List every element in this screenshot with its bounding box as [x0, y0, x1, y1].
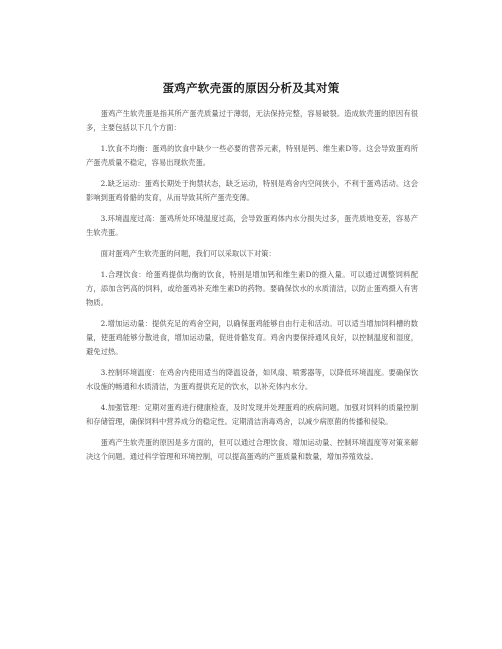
cause-item-1: 1.饮食不均衡：蛋鸡的饮食中缺少一些必要的营养元素，特别是钙、维生素D等。这会导致蛋鸡所产蛋壳质量不稳定，容易出现软壳蛋。: [86, 144, 418, 167]
intro-paragraph: 蛋鸡产生软壳蛋是指其所产蛋壳质量过于薄弱，无法保持完整，容易破裂。造成软壳蛋的原因有很多，主要包括以下几个方面：: [86, 109, 418, 132]
measures-intro-paragraph: 面对蛋鸡产生软壳蛋的问题，我们可以采取以下对策：: [100, 249, 276, 258]
conclusion-paragraph: 蛋鸡产生软壳蛋的原因是多方面的，但可以通过合理饮食、增加运动量、控制环境温度等对策来解决这个问题。通过科学管理和环境控制，可以提高蛋鸡的产蛋质量和数量，增加养殖效益。: [86, 438, 418, 461]
document-title: 蛋鸡产软壳蛋的原因分析及其对策: [162, 81, 340, 95]
measure-item-1: 1.合理饮食：给蛋鸡提供均衡的饮食，特别是增加钙和维生素D的摄入量。可以通过调整饲料配方，添加含钙高的饲料，或给蛋鸡补充维生素D的药物。要确保饮水的水质清洁，以防止蛋鸡摄入有害物质。: [86, 270, 418, 307]
document-body: [86, 107, 418, 471]
measure-item-3: 3.控制环境温度：在鸡舍内使用适当的降温设备，如风扇、喷雾器等，以降低环境温度。要确保饮水设施的畅通和水质清洁，为蛋鸡提供充足的饮水，以补充体内水分。: [86, 368, 418, 391]
cause-item-2: 2.缺乏运动：蛋鸡长期处于拘禁状态，缺乏运动，特别是鸡舍内空间狭小，不利于蛋鸡活动。这会影响到蛋鸡骨骼的发育，从而导致其所产蛋壳变薄。: [86, 179, 418, 202]
cause-item-3: 3.环境温度过高：蛋鸡所处环境温度过高，会导致蛋鸡体内水分损失过多，蛋壳质地变差，容易产生软壳蛋。: [86, 214, 418, 237]
measure-item-4: 4.加强管理：定期对蛋鸡进行健康检查，及时发现并处理蛋鸡的疾病问题。加强对饲料的质量控制和存储管理，确保饲料中营养成分的稳定性。定期清洁消毒鸡舍，以减少病原菌的传播和侵染。: [86, 403, 418, 426]
measure-item-2: 2.增加运动量：提供充足的鸡舍空间，以确保蛋鸡能够自由行走和活动。可以适当增加饲料槽的数量，使蛋鸡能够分散进食，增加运动量，促进骨骼发育。鸡舍内要保持通风良好，以控制温度和湿度，避免过热。: [86, 319, 418, 356]
